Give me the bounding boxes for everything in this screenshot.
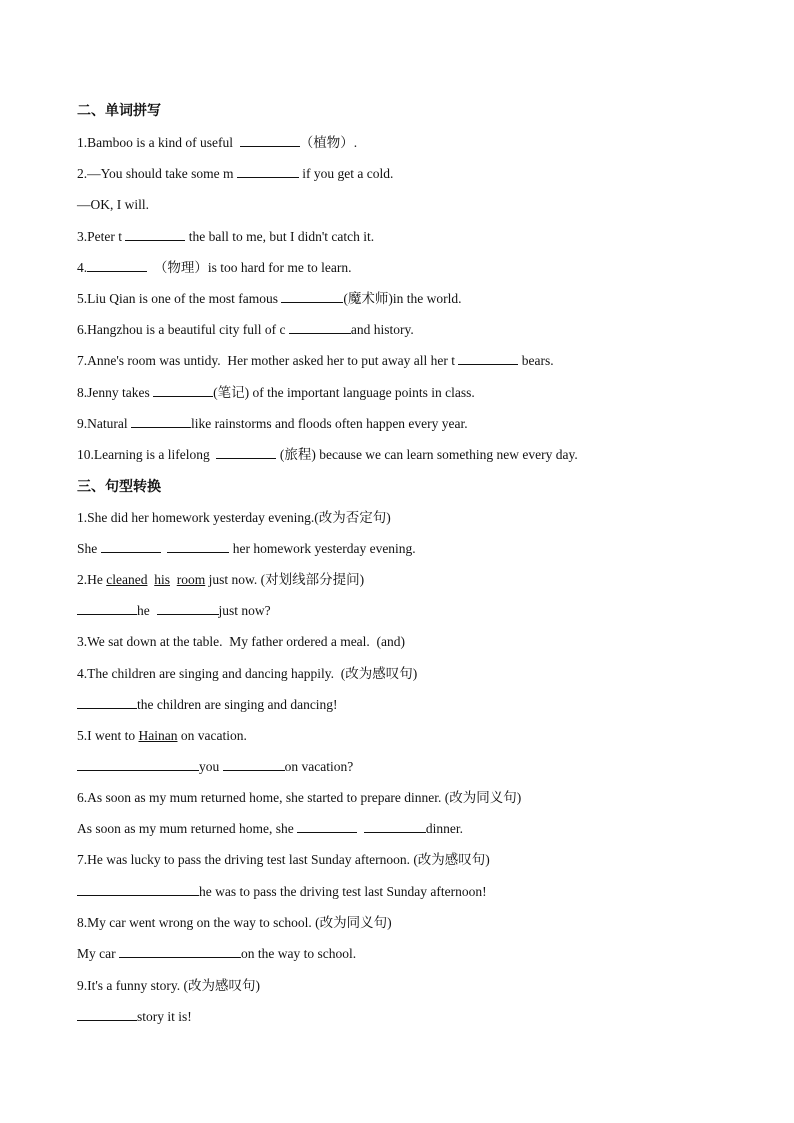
answer-blank[interactable] bbox=[125, 227, 185, 241]
s3-a2: he just now? bbox=[77, 601, 271, 621]
s3-q9: 9.It's a funny story. (改为感叹句) bbox=[77, 978, 261, 993]
answer-blank[interactable] bbox=[77, 882, 199, 896]
answer-blank[interactable] bbox=[77, 757, 199, 771]
answer-blank[interactable] bbox=[364, 819, 426, 833]
answer-blank[interactable] bbox=[237, 164, 299, 178]
s3-a6: As soon as my mum returned home, she dinner. bbox=[77, 821, 463, 836]
answer-blank[interactable] bbox=[157, 601, 219, 615]
answer-blank[interactable] bbox=[216, 445, 276, 459]
answer-blank[interactable] bbox=[223, 757, 285, 771]
s2-q9: 9.Natural like rainstorms and floods often happen every year. bbox=[77, 416, 468, 431]
answer-blank[interactable] bbox=[77, 1007, 137, 1021]
s3-q7: 7.He was lucky to pass the driving test last Sunday afternoon. (改为感叹句) bbox=[77, 852, 490, 867]
answer-blank[interactable] bbox=[240, 133, 300, 147]
s3-a7: he was to pass the driving test last Sunday afternoon! bbox=[77, 882, 487, 902]
answer-blank[interactable] bbox=[77, 601, 137, 615]
answer-blank[interactable] bbox=[458, 351, 518, 365]
s2-q6: 6.Hangzhou is a beautiful city full of c and history. bbox=[77, 322, 414, 337]
s3-q3: 3.We sat down at the table. My father ordered a meal. (and) bbox=[77, 634, 406, 649]
s2-q5: 5.Liu Qian is one of the most famous (魔术师)in the world. bbox=[77, 291, 462, 306]
section2-title: 二、单词拼写 bbox=[77, 103, 161, 119]
s3-a5: you on vacation? bbox=[77, 757, 353, 777]
s3-a9: story it is! bbox=[77, 1007, 192, 1027]
s2-q4: 4. （物理）is too hard for me to learn. bbox=[77, 260, 352, 275]
s3-a8: My car on the way to school. bbox=[77, 946, 357, 961]
section3-title: 三、句型转换 bbox=[77, 479, 161, 495]
s3-a1: She her homework yesterday evening. bbox=[77, 541, 416, 556]
answer-blank[interactable] bbox=[297, 819, 357, 833]
answer-blank[interactable] bbox=[77, 695, 137, 709]
s2-q1: 1.Bamboo is a kind of useful （植物）. bbox=[77, 135, 358, 150]
s3-q2: 2.He cleaned his room just now. (对划线部分提问) bbox=[77, 572, 365, 587]
s2-q3: 3.Peter t the ball to me, but I didn't catch it. bbox=[77, 229, 375, 244]
s2-q8: 8.Jenny takes (笔记) of the important language points in class. bbox=[77, 385, 475, 400]
answer-blank[interactable] bbox=[281, 289, 343, 303]
answer-blank[interactable] bbox=[119, 944, 241, 958]
s2-q2-reply: —OK, I will. bbox=[77, 197, 149, 212]
s3-q1: 1.She did her homework yesterday evening.(改为否定句) bbox=[77, 510, 391, 525]
s3-q4: 4.The children are singing and dancing happily. (改为感叹句) bbox=[77, 666, 418, 681]
s3-a4: the children are singing and dancing! bbox=[77, 695, 338, 715]
answer-blank[interactable] bbox=[167, 539, 229, 553]
s2-q2: 2.—You should take some m if you get a cold. bbox=[77, 166, 394, 181]
s2-q7: 7.Anne's room was untidy. Her mother asked her to put away all her t bears. bbox=[77, 353, 554, 368]
answer-blank[interactable] bbox=[289, 320, 351, 334]
answer-blank[interactable] bbox=[101, 539, 161, 553]
answer-blank[interactable] bbox=[87, 258, 147, 272]
answer-blank[interactable] bbox=[153, 383, 213, 397]
s3-q6: 6.As soon as my mum returned home, she started to prepare dinner. (改为同义句) bbox=[77, 790, 522, 805]
s3-q8: 8.My car went wrong on the way to school. (改为同义句) bbox=[77, 915, 392, 930]
answer-blank[interactable] bbox=[131, 414, 191, 428]
s2-q10: 10.Learning is a lifelong (旅程) because we can learn something new every day. bbox=[77, 447, 578, 462]
s3-q5: 5.I went to Hainan on vacation. bbox=[77, 728, 247, 743]
